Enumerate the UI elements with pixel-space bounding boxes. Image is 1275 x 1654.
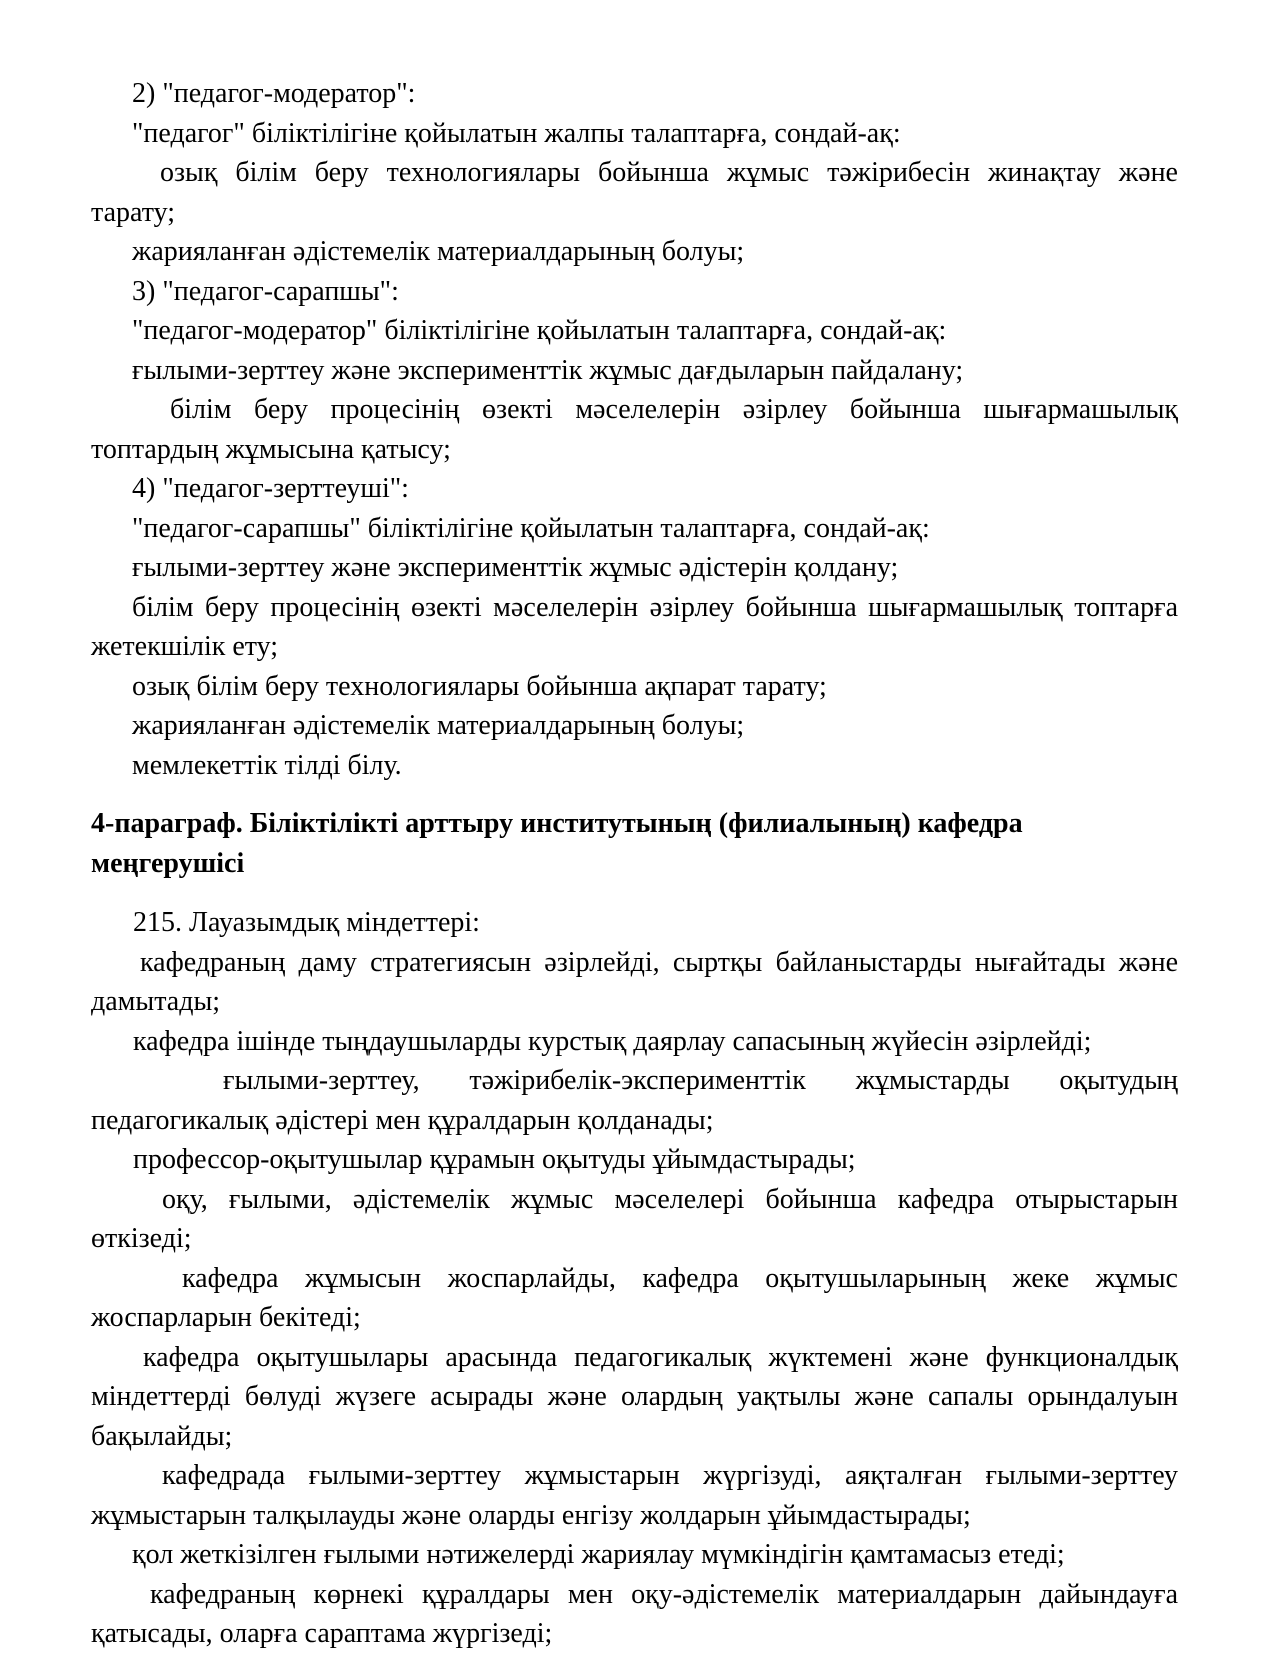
paragraph: "педагог-сарапшы" біліктілігіне қойылатын талаптарға, сондай-ақ: — [132, 512, 930, 544]
paragraph: озық білім беру технологиялары бойынша жұмыс тәжірибесін жинақтау және тарату; — [91, 157, 1178, 228]
paragraph: білім беру процесінің өзекті мәселелерін әзірлеу бойынша шығармашылық топтардың жұмысына қатысу; — [91, 394, 1178, 465]
paragraph: кафедрада ғылыми-зерттеу жұмыстарын жүргізуді, аяқталған ғылыми-зерттеу жұмыстарын талқылауды және оларды енгізу жолдарын ұйымдастырады; — [91, 1460, 1178, 1531]
section-heading: 4-параграф. Біліктілікті арттыру институтының (филиалының) кафедра меңгерушісі — [91, 808, 1023, 879]
paragraph: кафедра ішінде тыңдаушыларды курстық даярлау сапасының жүйесін әзірлейді; — [133, 1025, 1092, 1057]
paragraph: озық білім беру технологиялары бойынша ақпарат тарату; — [132, 670, 827, 702]
paragraph: "педагог" біліктілігіне қойылатын жалпы талаптарға, сондай-ақ: — [132, 117, 901, 149]
paragraph: мемлекеттік тілді білу. — [132, 749, 402, 781]
paragraph: ғылыми-зерттеу және эксперименттік жұмыс әдістерін қолдану; — [132, 552, 899, 583]
paragraph: "педагог-модератор" біліктілігіне қойылатын талаптарға, сондай-ақ: — [132, 315, 947, 346]
paragraph: жарияланған әдістемелік материалдарының болуы; — [132, 236, 745, 267]
paragraph: профессор-оқытушылар құрамын оқытуды ұйымдастырады; — [133, 1144, 856, 1175]
paragraph: 215. Лауазымдық міндеттері: — [133, 907, 480, 938]
paragraph: кафедра жұмысын жоспарлайды, кафедра оқытушыларының жеке жұмыс жоспарларын бекітеді; — [91, 1262, 1178, 1333]
paragraph: кафедраның көрнекі құралдары мен оқу-әдістемелік материалдарын дайындауға қатысады, оларға сараптама жүргізеді; — [91, 1578, 1178, 1649]
paragraph: оқу, ғылыми, әдістемелік жұмыс мәселелері бойынша кафедра отырыстарын өткізеді; — [91, 1183, 1178, 1254]
paragraph: қол жеткізілген ғылыми нәтижелерді жариялау мүмкіндігін қамтамасыз етеді; — [132, 1539, 1065, 1570]
paragraph: 2) "педагог-модератор": — [132, 78, 416, 109]
paragraph: ғылыми-зерттеу, тәжірибелік-эксперименттік жұмыстарды оқытудың педагогикалық әдістері мен құралдарын қолданады; — [91, 1065, 1178, 1136]
paragraph: білім беру процесінің өзекті мәселелерін әзірлеу бойынша шығармашылық топтарға жетекшілік ету; — [91, 591, 1178, 662]
paragraph: 3) "педагог-сарапшы": — [132, 275, 399, 307]
paragraph: жарияланған әдістемелік материалдарының болуы; — [132, 710, 745, 741]
paragraph: кафедра оқытушылары арасында педагогикалық жүктемені және функционалдық міндеттерді бөлуді жүзеге асырады және олардың уақтылы және сапалы орындалуын бақылайды; — [91, 1341, 1178, 1452]
paragraph: кафедраның даму стратегиясын әзірлейді, сыртқы байланыстарды нығайтады және дамытады; — [91, 946, 1178, 1017]
paragraph: 4) "педагог-зерттеуші": — [132, 473, 409, 504]
paragraph: ғылыми-зерттеу және эксперименттік жұмыс дағдыларын пайдалану; — [132, 354, 964, 386]
